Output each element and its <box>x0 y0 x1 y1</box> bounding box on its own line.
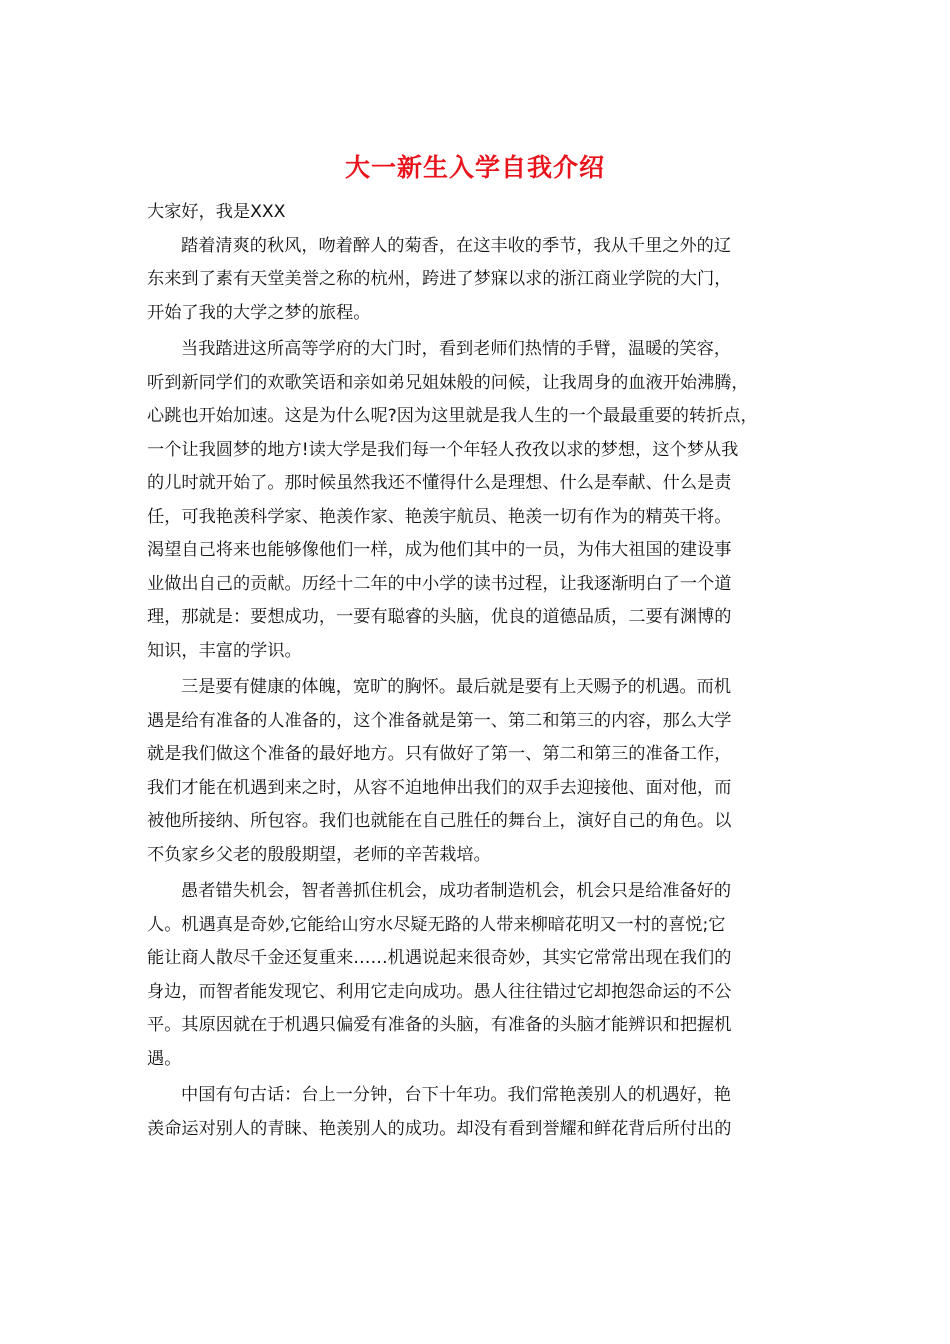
paragraph <box>147 1079 812 1146</box>
paragraph <box>147 671 812 872</box>
paragraph-line: 被他所接纳、所包容。我们也就能在自己胜任的舞台上，演好自己的角色。以 <box>147 811 732 831</box>
paragraph <box>147 230 812 331</box>
paragraph-line: 业做出自己的贡献。历经十二年的中小学的读书过程，让我逐渐明白了一个道 <box>147 573 732 594</box>
paragraph-line: 东来到了素有天堂美誉之称的杭州，跨进了梦寐以求的浙江商业学院的大门， <box>147 269 732 289</box>
paragraph-line: 身边，而智者能发现它、利用它走向成功。愚人往往错过它却抱怨命运的不公 <box>147 981 732 1002</box>
paragraph-line: 不负家乡父老的殷殷期望，老师的辛苦栽培。 <box>147 844 491 865</box>
paragraph-line: 能让商人散尽千金还复重来……机遇说起来很奇妙，其实它常常出现在我们的 <box>147 948 732 968</box>
paragraph-line: 理，那就是：要想成功，一要有聪睿的头脑，优良的道德品质，二要有渊博的 <box>147 607 732 627</box>
paragraph-line: 平。其原因就在于机遇只偏爱有准备的头脑，有准备的头脑才能辨识和把握机 <box>147 1015 732 1035</box>
paragraph-line: 踏着清爽的秋风，吻着醉人的菊香，在这丰收的季节，我从千里之外的辽 <box>181 235 732 256</box>
paragraph-line: 羡命运对别人的青睐、艳羡别人的成功。却没有看到誉耀和鲜花背后所付出的 <box>147 1118 732 1139</box>
paragraph-line: 遇是给有准备的人准备的，这个准备就是第一、第二和第三的内容，那么大学 <box>147 710 732 731</box>
paragraph-line: 就是我们做这个准备的最好地方。只有做好了第一、第二和第三的准备工作， <box>147 744 732 764</box>
paragraph <box>147 875 812 1076</box>
paragraph-line: 遇。 <box>147 1048 182 1069</box>
paragraph-line: 心跳也开始加速。这是为什么呢?因为这里就是我人生的一个最最重要的转折点， <box>147 406 758 426</box>
document-title: 大一新生入学自我介绍 <box>344 153 605 182</box>
paragraph-line: 的儿时就开始了。那时候虽然我还不懂得什么是理想、什么是奉献、什么是责 <box>147 473 732 493</box>
paragraph <box>147 333 812 668</box>
paragraph-line: 人。机遇真是奇妙,它能给山穷水尽疑无路的人带来柳暗花明又一村的喜悦;它 <box>147 914 726 935</box>
paragraph-line: 中国有句古话：台上一分钟，台下十年功。我们常艳羡别人的机遇好，艳 <box>181 1085 732 1105</box>
greeting-line: 大家好，我是XXX <box>147 202 286 222</box>
paragraph-line: 任，可我艳羡科学家、艳羡作家、艳羡宇航员、艳羡一切有作为的精英干将。 <box>147 506 732 527</box>
paragraph-line: 当我踏进这所高等学府的大门时，看到老师们热情的手臂，温暖的笑容， <box>181 339 732 359</box>
paragraph-line: 听到新同学们的欢歌笑语和亲如弟兄姐妹般的问候，让我周身的血液开始沸腾， <box>147 372 749 393</box>
paragraph-line: 愚者错失机会，智者善抓住机会，成功者制造机会，机会只是给准备好的 <box>181 881 732 901</box>
paragraph-line: 我们才能在机遇到来之时，从容不迫地伸出我们的双手去迎接他、面对他，而 <box>147 777 732 798</box>
paragraph-line: 知识，丰富的学识。 <box>147 640 302 661</box>
paragraph-line: 渴望自己将来也能够像他们一样，成为他们其中的一员，为伟大祖国的建设事 <box>147 540 732 560</box>
paragraph-line: 开始了我的大学之梦的旅程。 <box>147 302 371 323</box>
document-body <box>147 196 812 1146</box>
paragraph-line: 一个让我圆梦的地方!读大学是我们每一个年轻人孜孜以求的梦想，这个梦从我 <box>147 439 739 460</box>
paragraph-line: 三是要有健康的体魄，宽旷的胸怀。最后就是要有上天赐予的机遇。而机 <box>181 677 732 697</box>
